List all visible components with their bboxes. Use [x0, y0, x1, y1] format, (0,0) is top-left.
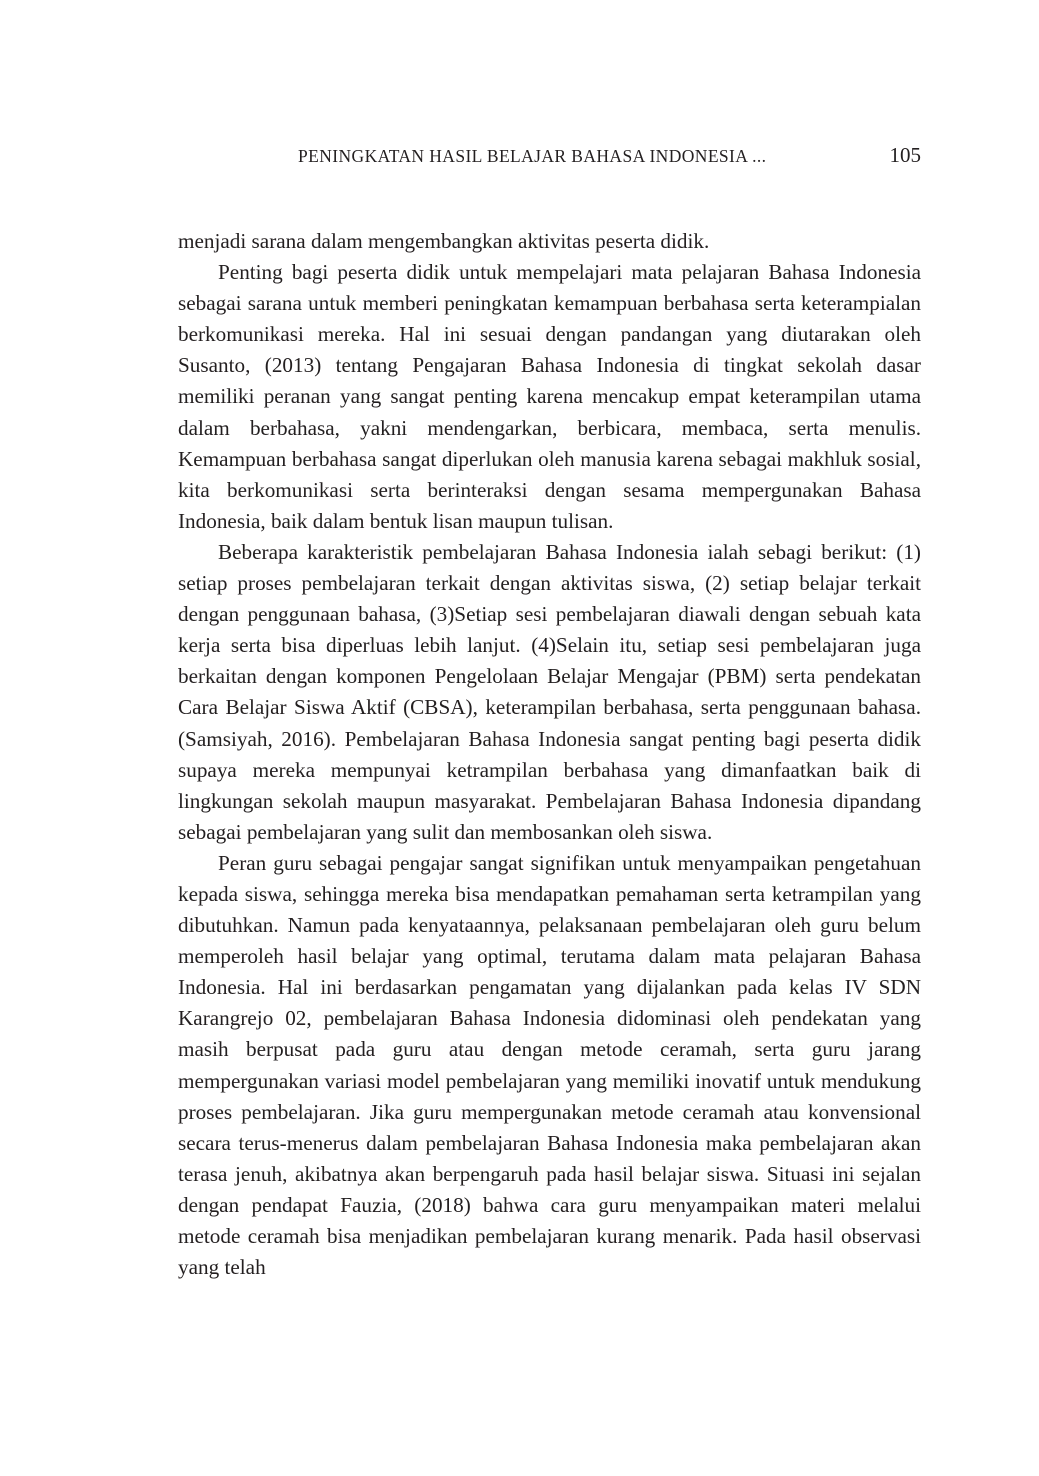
paragraph: Beberapa karakteristik pembelajaran Bahasa Indonesia ialah sebagi berikut: (1) setiap proses pembelajaran terkait dengan aktivitas siswa, (2) setiap belajar terkait dengan penggunaan bahasa, (3)Setiap sesi pembelajaran diawali dengan sebuah kata kerja serta bisa diperluas lebih lanjut. (4)Selain itu, setiap sesi pembelajaran juga berkaitan dengan komponen Pengelolaan Belajar Mengajar (PBM) serta pendekatan Cara Belajar Siswa Aktif (CBSA), keterampilan berbahasa, serta penggunaan bahasa. (Samsiyah, 2016). Pembelajaran Bahasa Indonesia sangat penting bagi peserta didik supaya mereka mempunyai ketrampilan berbahasa yang dimanfaatkan baik di lingkungan sekolah maupun masyarakat. Pembelajaran Bahasa Indonesia dipandang sebagai pembelajaran yang sulit dan membosankan oleh siswa.	[178, 539, 921, 844]
paragraph: menjadi sarana dalam mengembangkan aktivitas peserta didik.	[178, 229, 710, 253]
running-title: PENINGKATAN HASIL BELAJAR BAHASA INDONESIA ...	[298, 146, 767, 166]
body-text	[178, 226, 921, 1283]
page-header	[178, 143, 921, 171]
page-number: 105	[889, 143, 921, 167]
paragraph: Penting bagi peserta didik untuk mempelajari mata pelajaran Bahasa Indonesia sebagai sarana untuk memberi peningkatan kemampuan berbahasa serta keterampialan berkomunikasi mereka. Hal ini sesuai dengan pandangan yang diutarakan oleh Susanto, (2013) tentang Pengajaran Bahasa Indonesia di tingkat sekolah dasar memiliki peranan yang sangat penting karena mencakup empat keterampilan utama dalam berbahasa, yakni mendengarkan, berbicara, membaca, serta menulis. Kemampuan berbahasa sangat diperlukan oleh manusia karena sebagai makhluk sosial, kita berkomunikasi serta berinteraksi dengan sesama mempergunakan Bahasa Indonesia, baik dalam bentuk lisan maupun tulisan.	[178, 260, 921, 533]
paragraph: Peran guru sebagai pengajar sangat signifikan untuk menyampaikan pengetahuan kepada siswa, sehingga mereka bisa mendapatkan pemahaman serta ketrampilan yang dibutuhkan. Namun pada kenyataannya, pelaksanaan pembelajaran oleh guru belum memperoleh hasil belajar yang optimal, terutama dalam mata pelajaran Bahasa Indonesia. Hal ini berdasarkan pengamatan yang dijalankan pada kelas IV SDN Karangrejo 02, pembelajaran Bahasa Indonesia didominasi oleh pendekatan yang masih berpusat pada guru atau dengan metode ceramah, serta guru jarang mempergunakan variasi model pembelajaran yang memiliki inovatif untuk mendukung proses pembelajaran. Jika guru mempergunakan metode ceramah atau konvensional secara terus-menerus dalam pembelajaran Bahasa Indonesia maka pembelajaran akan terasa jenuh, akibatnya akan berpengaruh pada hasil belajar siswa. Situasi ini sejalan dengan pendapat Fauzia, (2018) bahwa cara guru menyampaikan materi melalui metode ceramah bisa menjadikan pembelajaran kurang menarik. Pada hasil observasi yang telah	[178, 850, 921, 1280]
